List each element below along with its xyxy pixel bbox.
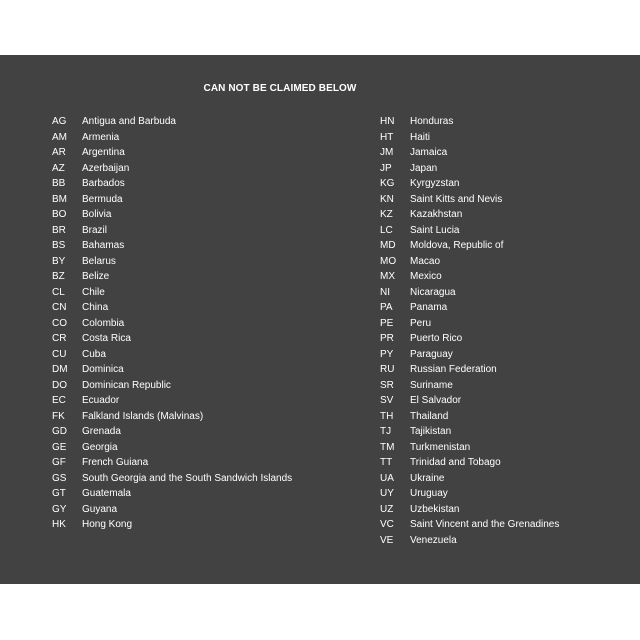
country-name: Brazil (82, 224, 108, 236)
country-name: Jamaica (410, 147, 448, 158)
country-name: South Georgia and the South Sandwich Islands (82, 472, 293, 484)
country-code: FK (52, 410, 65, 422)
country-name: Macao (410, 255, 441, 267)
country-row (380, 347, 559, 363)
country-row (52, 378, 292, 394)
country-row (52, 347, 292, 363)
country-name: Bermuda (82, 193, 123, 205)
country-row (52, 393, 292, 409)
country-code: HN (380, 116, 395, 127)
country-code: BB (52, 178, 66, 189)
country-list-left (52, 114, 292, 533)
country-code: DO (52, 379, 67, 391)
country-name: Trinidad and Tobago (410, 457, 501, 468)
country-name: Azerbaijan (82, 162, 130, 174)
country-code: PE (380, 317, 394, 329)
country-row (380, 254, 559, 270)
country-row (52, 130, 292, 146)
country-row (52, 486, 292, 502)
country-row (380, 502, 559, 518)
country-row (380, 176, 559, 192)
country-name: Panama (410, 302, 448, 313)
country-row (52, 316, 292, 332)
country-code: GY (52, 503, 67, 515)
country-row (52, 207, 292, 223)
country-code: HK (52, 519, 66, 530)
country-name: Dominica (82, 364, 124, 375)
country-code: HT (380, 131, 394, 143)
country-code: TT (380, 457, 393, 468)
country-code: PR (380, 333, 394, 344)
country-name: Saint Kitts and Nevis (410, 193, 503, 205)
excluded-countries-panel (0, 55, 640, 584)
country-row (380, 161, 559, 177)
country-name: Barbados (82, 178, 125, 189)
country-code: BZ (52, 271, 65, 282)
country-row (380, 285, 559, 301)
country-row (52, 502, 292, 518)
country-name: Haiti (410, 131, 431, 143)
country-name: Hong Kong (82, 519, 133, 530)
country-name: Georgia (82, 441, 118, 453)
country-code: AZ (52, 162, 65, 174)
country-row (380, 424, 559, 440)
country-row (380, 269, 559, 285)
country-row (52, 424, 292, 440)
country-code: UY (380, 488, 394, 499)
country-name: Turkmenistan (410, 441, 471, 453)
country-name: Grenada (82, 426, 121, 437)
country-code: JM (380, 147, 394, 158)
country-code: UA (380, 472, 394, 484)
country-name: Chile (82, 286, 105, 298)
country-row (380, 145, 559, 161)
country-code: CO (52, 317, 67, 329)
country-name: Uruguay (410, 488, 448, 499)
country-row (52, 409, 292, 425)
country-name: Mexico (410, 271, 442, 282)
country-name: French Guiana (82, 457, 149, 468)
country-row (52, 176, 292, 192)
country-name: Ukraine (410, 472, 445, 484)
country-row (380, 207, 559, 223)
country-row (52, 161, 292, 177)
country-row (380, 362, 559, 378)
country-row (52, 285, 292, 301)
country-code: CL (52, 286, 65, 298)
country-name: Nicaragua (410, 286, 456, 298)
country-code: BR (52, 224, 66, 236)
country-code: SV (380, 395, 394, 406)
country-row (380, 533, 559, 549)
country-code: MX (380, 271, 395, 282)
country-name: El Salvador (410, 395, 462, 406)
country-row (380, 192, 559, 208)
country-code: SR (380, 379, 394, 391)
country-name: Ecuador (82, 395, 120, 406)
country-name: Tajikistan (410, 426, 452, 437)
country-name: Dominican Republic (82, 379, 171, 391)
country-name: Kazakhstan (410, 209, 463, 220)
country-code: KZ (380, 209, 393, 220)
country-name: Guatemala (82, 488, 131, 499)
country-row (380, 471, 559, 487)
country-name: Saint Lucia (410, 224, 460, 236)
country-code: MO (380, 255, 397, 267)
country-row (380, 238, 559, 254)
country-list-right (380, 114, 559, 548)
country-row (380, 440, 559, 456)
country-name: Guyana (82, 503, 118, 515)
country-row (380, 114, 559, 130)
country-name: Costa Rica (82, 333, 131, 344)
country-name: Bahamas (82, 240, 125, 251)
country-name: Argentina (82, 147, 125, 158)
country-code: DM (52, 364, 68, 375)
country-code: UZ (380, 503, 394, 515)
country-name: China (82, 302, 109, 313)
country-row (380, 486, 559, 502)
country-code: CU (52, 348, 67, 360)
country-row (380, 223, 559, 239)
country-name: Paraguay (410, 348, 453, 360)
country-row (52, 362, 292, 378)
country-code: GT (52, 488, 66, 499)
country-code: CR (52, 333, 67, 344)
country-row (380, 130, 559, 146)
country-code: VC (380, 519, 394, 530)
country-code: NI (380, 286, 390, 298)
country-row (380, 517, 559, 533)
country-row (52, 223, 292, 239)
country-row (52, 455, 292, 471)
country-code: PA (380, 302, 393, 313)
country-code: GF (52, 457, 66, 468)
country-name: Armenia (82, 131, 120, 143)
country-name: Honduras (410, 116, 454, 127)
country-code: EC (52, 395, 66, 406)
country-name: Puerto Rico (410, 333, 463, 344)
country-row (52, 254, 292, 270)
country-name: Belarus (82, 255, 116, 267)
country-name: Belize (82, 271, 110, 282)
country-code: TJ (380, 426, 392, 437)
country-name: Thailand (410, 410, 449, 422)
country-code: VE (380, 534, 394, 546)
country-row (52, 440, 292, 456)
country-name: Kyrgyzstan (410, 178, 460, 189)
country-code: BY (52, 255, 66, 267)
country-name: Saint Vincent and the Grenadines (410, 519, 560, 530)
country-row (380, 316, 559, 332)
country-code: GE (52, 441, 67, 453)
country-code: AM (52, 131, 67, 143)
country-name: Colombia (82, 317, 125, 329)
country-row (52, 145, 292, 161)
country-code: AR (52, 147, 66, 158)
country-code: BO (52, 209, 67, 220)
country-code: GD (52, 426, 67, 437)
country-code: TM (380, 441, 395, 453)
panel-heading: CAN NOT BE CLAIMED BELOW (203, 83, 357, 94)
country-row (52, 114, 292, 130)
country-code: KN (380, 193, 394, 205)
country-code: MD (380, 240, 396, 251)
country-code: RU (380, 364, 395, 375)
country-row (52, 238, 292, 254)
country-code: LC (380, 224, 393, 236)
country-row (52, 471, 292, 487)
country-code: PY (380, 348, 394, 360)
country-name: Russian Federation (410, 364, 497, 375)
country-name: Japan (410, 162, 438, 174)
country-name: Bolivia (82, 209, 112, 220)
country-code: CN (52, 302, 67, 313)
country-row (380, 331, 559, 347)
country-row (52, 517, 292, 533)
country-row (380, 409, 559, 425)
country-code: BS (52, 240, 66, 251)
country-name: Uzbekistan (410, 503, 460, 515)
country-row (380, 455, 559, 471)
country-row (52, 300, 292, 316)
country-code: BM (52, 193, 67, 205)
country-code: JP (380, 162, 392, 174)
country-name: Peru (410, 317, 432, 329)
country-code: TH (380, 410, 394, 422)
country-name: Suriname (410, 379, 453, 391)
country-name: Antigua and Barbuda (82, 116, 176, 127)
country-row (52, 192, 292, 208)
country-name: Cuba (82, 348, 106, 360)
country-row (380, 393, 559, 409)
country-row (380, 300, 559, 316)
country-code: AG (52, 116, 67, 127)
country-row (52, 269, 292, 285)
country-name: Venezuela (410, 534, 457, 546)
country-name: Moldova, Republic of (410, 240, 504, 251)
country-code: KG (380, 178, 395, 189)
country-row (52, 331, 292, 347)
country-code: GS (52, 472, 67, 484)
country-row (380, 378, 559, 394)
country-name: Falkland Islands (Malvinas) (82, 410, 204, 422)
